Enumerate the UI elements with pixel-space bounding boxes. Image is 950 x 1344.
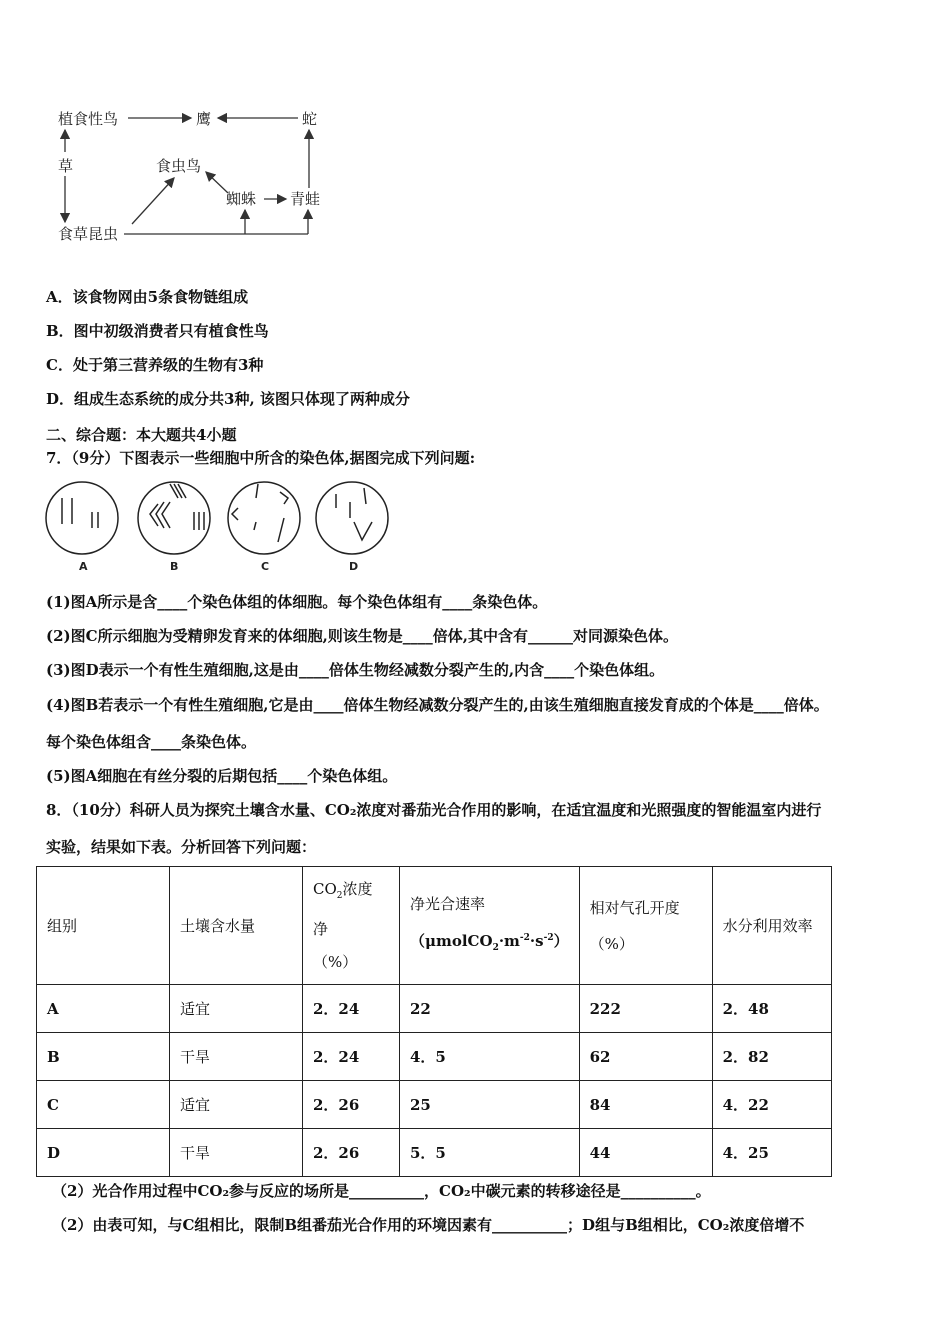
section-title: 二、综合题：本大题共4小题: [46, 426, 237, 444]
cell-c: [228, 482, 300, 554]
table-row: [37, 1081, 832, 1129]
header-co2-sub: 2: [336, 890, 343, 901]
cell-d: [316, 482, 388, 554]
q8-stem-line2: 实验，结果如下表。分析回答下列问题：: [46, 838, 317, 856]
q8-sub-1: （2）光合作用过程中CO₂参与反应的场所是__________，CO₂中碳元素的转移途径是__________。: [52, 1182, 711, 1200]
cell-stomata: 84: [579, 1081, 712, 1129]
q7-part-3: (3)图D表示一个有性生殖细胞,这是由____倍体生物经减数分裂产生的,内含____个染色体组。: [46, 661, 665, 679]
q6-option-d: D．组成生态系统的成分共3种, 该图只体现了两种成分: [46, 390, 410, 408]
cell-label-b: B: [170, 560, 179, 573]
header-stomata: [579, 867, 712, 985]
cell-group: C: [37, 1081, 170, 1129]
table-row: [37, 1129, 832, 1177]
table-row: [37, 1033, 832, 1081]
header-soil: 土壤含水量: [170, 867, 303, 985]
cell-stomata: 44: [579, 1129, 712, 1177]
q7-part-5: (5)图A细胞在有丝分裂的后期包括____个染色体组。: [46, 767, 398, 785]
cells-diagram: [40, 478, 400, 576]
cell-wue: 2．82: [712, 1033, 831, 1081]
header-rate: [400, 867, 580, 985]
table-row: [37, 985, 832, 1033]
header-stomata-unit: （%）: [589, 934, 634, 953]
header-co2-b: 浓度: [342, 879, 373, 898]
header-rate-label: 净光合速率: [410, 894, 486, 913]
cell-rate: 25: [400, 1081, 580, 1129]
cell-label-d: D: [349, 560, 359, 573]
cell-rate: 22: [400, 985, 580, 1033]
table-header-row: [37, 867, 832, 985]
header-co2-d: （%）: [313, 952, 358, 971]
cell-wue: 4．25: [712, 1129, 831, 1177]
cell-wue: 2．48: [712, 985, 831, 1033]
cell-rate: 4．5: [400, 1033, 580, 1081]
cell-group: B: [37, 1033, 170, 1081]
cell-wue: 4．22: [712, 1081, 831, 1129]
q7-part-4-cont: 每个染色体组含____条染色体。: [46, 733, 257, 751]
food-web-diagram: [48, 100, 338, 250]
q8-stem-line1: 8．（10分）科研人员为探究土壤含水量、CO₂浓度对番茄光合作用的影响，在适宜温度和光照强度的智能温室内进行: [46, 801, 822, 819]
cell-co2: 2．26: [303, 1129, 400, 1177]
node-frog: 青蛙: [290, 190, 321, 208]
q6-option-a: A．该食物网由5条食物链组成: [46, 288, 249, 306]
node-herbivorous-bird: 植食性鸟: [58, 110, 119, 128]
cell-label-c: C: [261, 560, 270, 573]
cell-co2: 2．24: [303, 985, 400, 1033]
results-table: [36, 866, 832, 1177]
q7-stem: 7．（9分）下图表示一些细胞中所含的染色体,据图完成下列问题:: [46, 449, 476, 467]
q7-part-4: (4)图B若表示一个有性生殖细胞,它是由____倍体生物经减数分裂产生的,由该生殖细胞直接发育成的个体是____倍体。: [46, 696, 829, 714]
header-co2: [303, 867, 400, 985]
cell-soil: 干旱: [170, 1033, 303, 1081]
cell-co2: 2．26: [303, 1081, 400, 1129]
cell-soil: 适宜: [170, 1081, 303, 1129]
header-rate-unit: $(\mu molCO_2\cdot m^{-2}\cdot s^{-2})$: [410, 931, 569, 953]
cell-stomata: 62: [579, 1033, 712, 1081]
node-insectivorous-bird: 食虫鸟: [156, 157, 202, 175]
cell-group: A: [37, 985, 170, 1033]
header-co2-c: 净: [313, 919, 329, 938]
cell-label-a: A: [79, 560, 88, 573]
cell-soil: 适宜: [170, 985, 303, 1033]
q7-part-1: (1)图A所示是含____个染色体组的体细胞。每个染色体组有____条染色体。: [46, 593, 548, 611]
node-eagle: 鹰: [196, 110, 212, 128]
q6-option-b: B．图中初级消费者只有植食性鸟: [46, 322, 269, 340]
cell-soil: 干旱: [170, 1129, 303, 1177]
header-co2-a: CO: [313, 879, 337, 898]
q8-sub-2: （2）由表可知，与C组相比，限制B组番茄光合作用的环境因素有__________；D组与B组相比，CO₂浓度倍增不: [52, 1216, 805, 1234]
node-spider: 蜘蛛: [226, 190, 257, 208]
cell-rate: 5．5: [400, 1129, 580, 1177]
cell-stomata: 222: [579, 985, 712, 1033]
cell-group: D: [37, 1129, 170, 1177]
node-herbivorous-insect: 食草昆虫: [58, 225, 119, 243]
q7-part-2: (2)图C所示细胞为受精卵发育来的体细胞,则该生物是____倍体,其中含有______对同源染色体。: [46, 627, 679, 645]
header-wue: 水分利用效率: [712, 867, 831, 985]
node-grass: 草: [58, 157, 74, 175]
node-snake: 蛇: [302, 110, 318, 128]
header-group: 组别: [37, 867, 170, 985]
header-stomata-label: 相对气孔开度: [589, 898, 680, 917]
cell-co2: 2．24: [303, 1033, 400, 1081]
cell-a: [46, 482, 118, 554]
q6-option-c: C．处于第三营养级的生物有3种: [46, 356, 264, 374]
